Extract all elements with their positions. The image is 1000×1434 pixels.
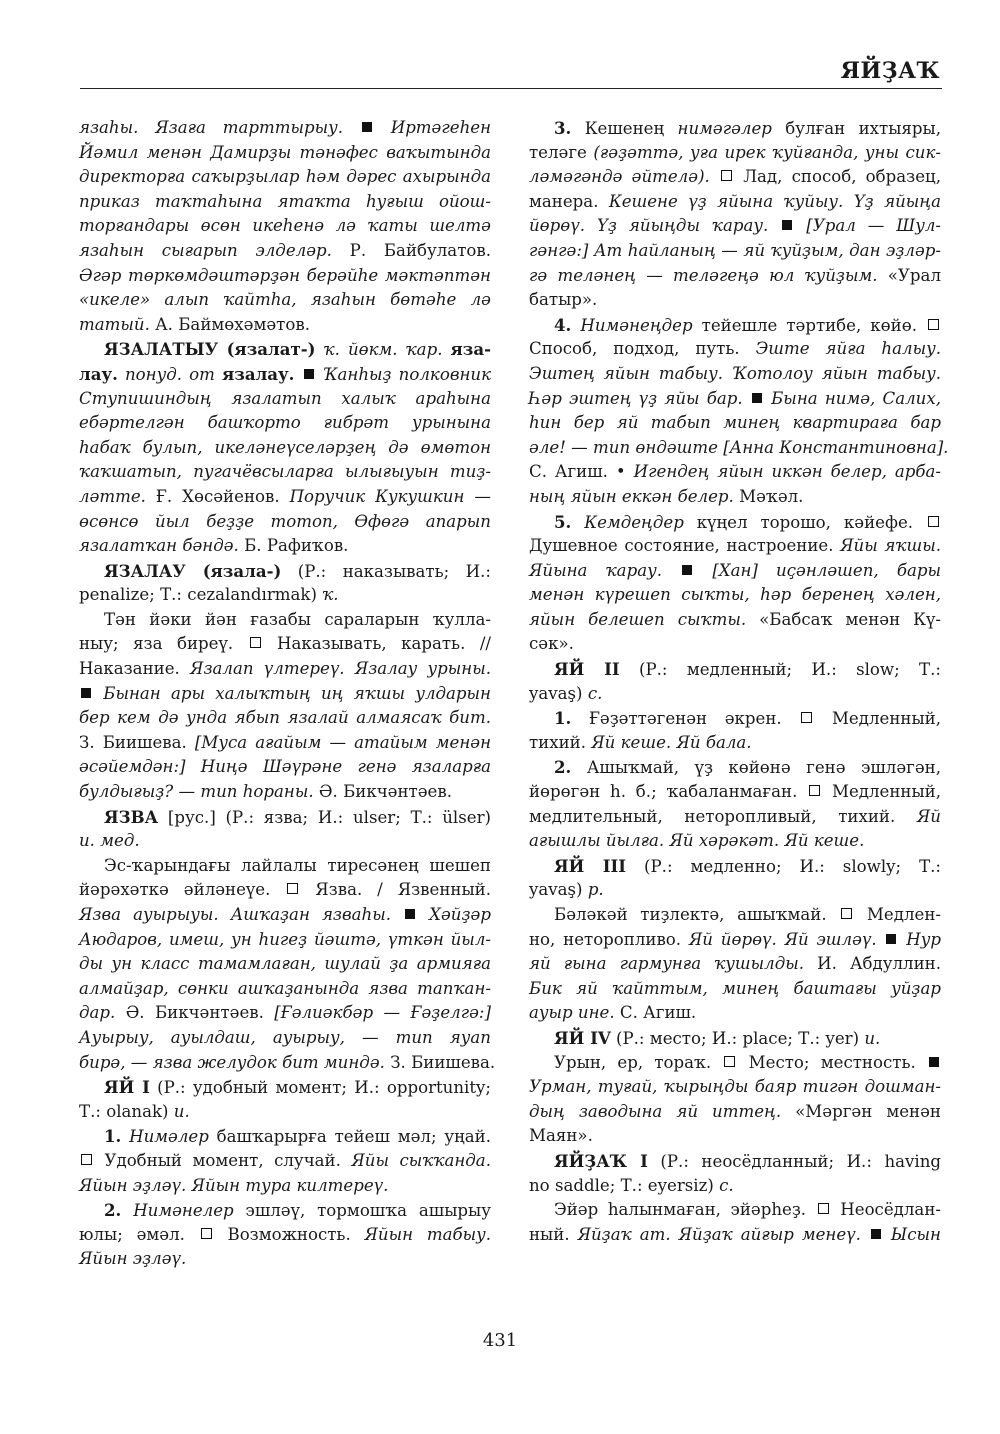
text-line: yavaş) с. [529, 683, 603, 703]
text-line: Эс-ҡарындағы лайлалы тиресәнең шешеп [104, 855, 491, 875]
black-square-icon [362, 122, 372, 132]
text-line: Маян». [529, 1126, 593, 1146]
text-line: Әгәр төркөмдәштәрҙән берәйһе мәктәптән [79, 265, 491, 285]
text-line: но, неторопливо. Яй йөрөү. Яй эшләү. Нур [529, 929, 942, 949]
black-square-icon [81, 688, 91, 698]
text-line: ЯЙ II (Р.: медленный; И.: slow; Т.: [554, 659, 941, 680]
running-head: ЯЙҘАҠ [840, 58, 940, 84]
text-line: и. мед. [79, 831, 140, 851]
text-line: язаһын сығарып элделәр. Р. Байбулатов. [79, 240, 491, 260]
text-line: Душевное состояние, настроение. Яйы яҡшы. [529, 536, 941, 556]
text-line: Т.: olanak) и. [79, 1101, 190, 1121]
text-line: ныу; яза биреү. Наказывать, карать. // [79, 634, 492, 654]
text-line: penalize; Т.: cezalandırmak) ҡ. [79, 585, 339, 605]
text-line: Наказание. Язалап үлтереү. Язалау урыны. [79, 659, 491, 679]
text-line: 4. Нимәнеңдер тейешле тәртибе, көйө. [529, 313, 941, 338]
text-line: һабаҡ булып, икеләнеүселәрҙең дә өмөтон [79, 437, 491, 457]
text-line: ЯЙ I (Р.: удобный момент; И.: opportunity; [104, 1077, 491, 1098]
text-line: yavaş) р. [529, 880, 604, 900]
text-line: торғандары өсөн икеһенә лә ҡаты шелтә [79, 216, 491, 236]
text-line: 5. Кемдеңдер күңел торошо, кәйефе. [529, 510, 941, 535]
white-square-icon [818, 1203, 829, 1214]
text-line: ның яйын еккән белер. Мәҡәл. [529, 486, 804, 506]
text-line: ебәртелгән башҡорто ғибрәт урынына [79, 413, 491, 433]
text-line: ЯЙҘАҠ I (Р.: неосёдланный; И.: having [554, 1150, 942, 1171]
text-line: ЯЙ III (Р.: медленно; И.: slowly; Т.: [554, 855, 941, 876]
white-square-icon [809, 785, 820, 796]
text-line: лау. понуд. от язалау. Ҡанһыҙ полковник [79, 363, 492, 384]
black-square-icon [405, 909, 415, 919]
text-line: ЯЗАЛАУ (язала-) (Р.: наказывать; И.: [104, 560, 491, 581]
text-line: әле! — тип өндәште [Анна Константиновна]. [529, 437, 949, 457]
white-square-icon [841, 908, 852, 919]
text-line: батыр». [529, 290, 598, 310]
black-square-icon [304, 369, 314, 379]
text-line: Эштең яйын табыу. Ҡотолоу яйын табыу. [529, 363, 941, 383]
text-line: йөрөү. Үҙ яйыңды ҡарау. [Урал — Шул- [529, 216, 941, 236]
text-line: медлительный, неторопливый, тихий. Яй [529, 806, 941, 826]
white-square-icon [724, 1056, 735, 1067]
text-line: Аюдаров, имеш, ун һигеҙ йәштә, үткән йыл- [79, 929, 491, 949]
text-line: гәнгә:] Ат һайланың — яй ҡуйҙым, дан эҙләр- [529, 240, 941, 260]
text-line: no saddle; Т.: eyersiz) с. [529, 1175, 734, 1195]
text-line: ЯЗАЛАТЫУ (язалат-) ҡ. йөкм. ҡар. яза- [104, 339, 492, 360]
black-square-icon [871, 1229, 881, 1239]
text-line: С. Агиш. • Игендең яйын иккән белер, арба- [529, 462, 941, 482]
white-square-icon [250, 637, 261, 648]
text-line: Бынан ары халыҡтың иң яҡшы улдарын [79, 682, 491, 707]
text-line: З. Биишева. [Муса ағайым — атайым менән [79, 732, 491, 752]
text-line: ауыр ине. С. Агиш. [529, 1003, 697, 1023]
text-line: Йәмил менән Дамирҙы тәнәфес ваҡытында [79, 142, 491, 162]
white-square-icon [201, 1228, 212, 1239]
text-line: язалатҡан бәндә. Б. Рафиҡов. [79, 536, 349, 556]
black-square-icon [752, 393, 762, 403]
text-line: әсәйемдән:] Ниңә Шәүрәне генә язаларға [79, 757, 491, 777]
text-line: Яйын эҙләү. [79, 1249, 187, 1269]
text-line: «икеле» алып ҡайтһа, язаһын бөтәһе лә [79, 290, 491, 310]
text-line: язаһы. Язаға тарттырыу. Иртәгеһен [79, 118, 492, 137]
white-square-icon [287, 883, 298, 894]
text-line: 2. Ашыҡмай, үҙ көйөнә генә эшләгән, [554, 757, 941, 778]
text-line: Способ, подход, путь. Эште яйға һалыу. [529, 339, 941, 359]
text-line: Язва ауырыуы. Ашҡаҙан язваһы. Хәйҙәр [79, 905, 491, 924]
white-square-icon [928, 319, 939, 330]
black-square-icon [682, 565, 692, 575]
text-line: Ауырыу, ауылдаш, ауырыу, — тип яуап [79, 1027, 491, 1047]
text-line: Һәр эштең үҙ яйы бар. Бына нимә, Салих, [529, 388, 941, 408]
text-line: менән күрешеп сыҡты, һәр беренең хәлен, [529, 585, 941, 605]
text-line: ды ун класс тамамлаған, шулай ҙа армияға [79, 954, 491, 974]
text-line: һин бер яй табып минең квартираға бар [529, 413, 941, 433]
text-line: ләмәгәндә әйтелә). Лад, способ, образец, [529, 167, 941, 187]
text-line: приказ таҡтаһына ятаҡта һуғыш ойош- [79, 191, 491, 211]
header-rule [80, 88, 942, 89]
white-square-icon [801, 712, 812, 723]
text-line: 2. Нимәнелер эшләү, тормошҡа ашырыу [104, 1200, 491, 1221]
right-column [529, 116, 949, 1247]
text-line: юлы; әмәл. Возможность. Яйын табыу. [79, 1224, 492, 1244]
text-line: бер кем дә унда ябып язалай алмаясаҡ бит. [79, 708, 491, 728]
text-line: 1. Нимәлер башҡарырға тейеш мәл; уңай. [104, 1126, 491, 1147]
page-number: 431 [482, 1330, 518, 1351]
text-line: йәрәхәткә әйләнеүе. Язва. / Язвенный. [79, 880, 491, 900]
text-line: Удобный момент, случай. Яйы сыҡҡанда. [79, 1149, 491, 1174]
text-line: сәк». [529, 634, 574, 654]
text-line: йөрөгән һ. б.; ҡабаланмаған. Медленный, [529, 782, 942, 802]
text-line: директорға саҡырҙылар һәм дәрес ахырында [79, 167, 491, 187]
text-line: Эйәр һалынмаған, эйәрһеҙ. Неосёдлан- [554, 1200, 941, 1220]
text-line: Тән йәки йән ғазабы сараларын ҡулла- [104, 609, 491, 629]
text-line: 1. Ғәҙәттәгенән әкрен. Медленный, [554, 708, 941, 729]
text-line: Урын, ер, тораҡ. Место; местность. [529, 1051, 941, 1076]
black-square-icon [782, 220, 792, 230]
text-line: ЯЗВА [рус.] (Р.: язва; И.: ulser; Т.: ülser) [104, 806, 491, 827]
text-line: Яйын эҙләү. Яйын тура килтереү. [79, 1175, 389, 1195]
black-square-icon [886, 934, 896, 944]
text-line: ләтте. Ғ. Хөсәйенов. Поручик Кукушкин — [79, 486, 491, 506]
text-line: ҡаҡшатып, пугачёвсыларға ылығыуын тиҙ- [79, 462, 491, 482]
text-line: гә теләнең — теләгеңә юл ҡуйҙым. «Урал [529, 265, 941, 285]
text-line: дар. Ә. Бикчәнтәев. [Ғәлиәкбәр — Ғәҙелгә:] [79, 1003, 491, 1023]
text-line: Урман, туғай, ҡырыңды баяр тигән дошман- [529, 1077, 941, 1097]
white-square-icon [81, 1154, 92, 1165]
text-line: 3. Кешенең нимәгәлер булған ихтыяры, [554, 118, 941, 138]
text-line: ағышлы йылға. Яй хәрәкәт. Яй кеше. [529, 831, 865, 851]
text-line: тихий. Яй кеше. Яй бала. [529, 732, 752, 752]
left-column [79, 116, 496, 1272]
text-line: бирә, — язва желудок бит миндә. З. Биишева. [79, 1052, 496, 1072]
text-line: Бәләкәй тиҙлектә, ашыҡмай. Медлен- [554, 905, 941, 924]
black-square-icon [929, 1057, 939, 1067]
text-line: Ступишиндың язалатып халыҡ араһына [79, 388, 491, 408]
text-line: ный. Яйҙаҡ ат. Яйҙаҡ айғыр менеү. Ысын [529, 1224, 941, 1244]
text-line: манера. Кешене үҙ яйына ҡуйыу. Үҙ яйыңа [529, 191, 941, 211]
text-line: татый. А. Баймөхәмәтов. [79, 314, 310, 334]
text-line: Яйына ҡарау. [Хан] иҫәнләшеп, бары [529, 560, 941, 580]
text-line: булдығыҙ? — тип һораны. Ә. Бикчәнтәев. [79, 782, 452, 802]
text-line: өсөнсө йыл беҙҙе тотоп, Өфөгә апарып [79, 511, 491, 531]
text-line: яйын белешеп сыҡты. «Бабсаҡ менән Кү- [529, 609, 941, 629]
text-line: яй ғына гармунға ҡушылды. И. Абдуллин. [529, 954, 941, 974]
white-square-icon [721, 170, 732, 181]
text-line: теләге (ғәҙәттә, уға ирек ҡуйғанда, уны сик- [529, 142, 941, 162]
text-line: Бик яй ҡайттым, минең баштағы уйҙар [529, 978, 941, 998]
white-square-icon [928, 516, 939, 527]
text-line: алмайҙар, сөнки ашҡаҙанында язва тапҡан- [79, 978, 491, 998]
text-line: ЯЙ IV (Р.: место; И.: place; Т.: yer) и. [554, 1027, 881, 1048]
text-line: дың заводына яй иттең. «Мәргән менән [529, 1101, 941, 1121]
